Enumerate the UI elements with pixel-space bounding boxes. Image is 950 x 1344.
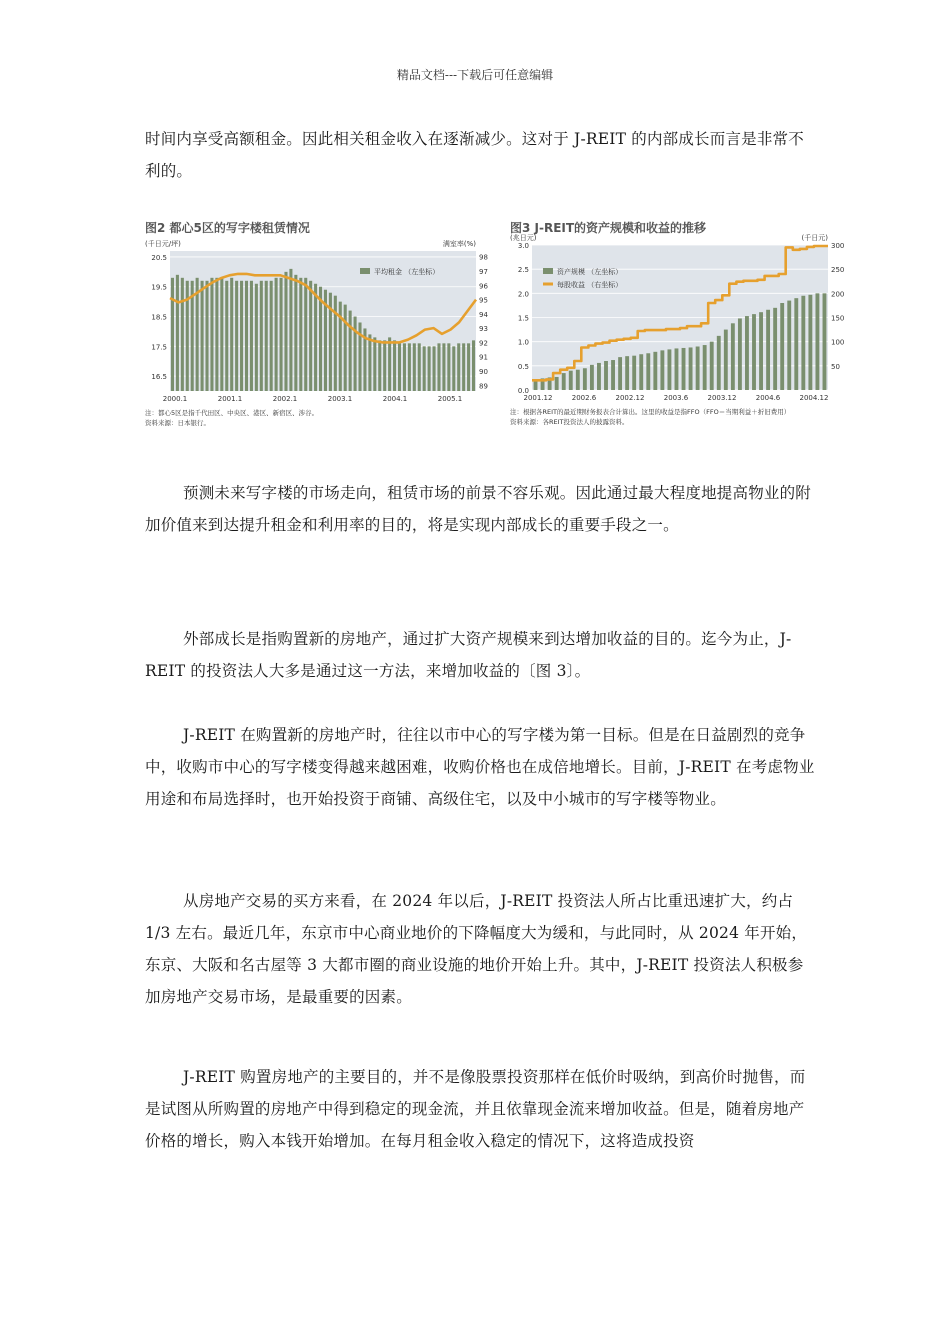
left-tick-label: 18.5	[151, 313, 167, 322]
bar	[597, 363, 601, 390]
x-tick-label: 2002.6	[571, 394, 597, 402]
right-tick-label: 91	[479, 353, 488, 362]
right-tick-label: 95	[479, 296, 488, 305]
bar	[452, 346, 455, 391]
bar	[583, 368, 587, 390]
chart-jreit-assets-svg	[510, 218, 862, 443]
right-tick-label: 300	[831, 242, 845, 250]
legend-label: 平均租金 （左坐标）	[374, 268, 440, 276]
legend-swatch	[360, 268, 370, 274]
bar	[245, 281, 248, 391]
paragraph-4: J-REIT 在购置新的房地产时，往往以市中心的写字楼为第一目标。但是在日益剧烈的竞争中，收购市中心的写字楼变得越来越困难，收购价格也在成倍地增长。目前，J-REIT 在考虑物业用途和布局选择时，也开始投资于商铺、高级住宅，以及中小城市的写字楼等物业。	[145, 726, 815, 808]
bar	[354, 317, 357, 391]
left-tick-label: 17.5	[151, 343, 167, 352]
bar	[275, 278, 278, 391]
bar	[745, 316, 749, 390]
x-tick-label: 2003.1	[327, 395, 353, 403]
left-tick-label: 1.5	[517, 314, 529, 323]
chart-source: 资料来源：日本银行。	[145, 419, 210, 427]
bar	[457, 343, 460, 391]
bar	[773, 308, 777, 390]
bar	[660, 350, 664, 390]
bar	[408, 343, 411, 391]
chart-note: 注：都心5区是指千代田区、中央区、港区、新宿区、涉谷。	[145, 409, 319, 417]
chart-title: 图3 J-REIT的资产规模和收益的推移	[510, 221, 707, 235]
bar	[413, 343, 416, 391]
bar	[808, 295, 812, 390]
bar	[250, 281, 253, 391]
bar	[201, 281, 204, 391]
bar	[289, 269, 292, 391]
bar	[815, 293, 819, 390]
left-axis-unit: (兆日元)	[510, 234, 537, 242]
bar	[787, 301, 791, 390]
bar	[759, 312, 763, 390]
x-tick-label: 2003.12	[707, 394, 737, 402]
right-tick-label: 92	[479, 339, 488, 348]
bar	[378, 340, 381, 391]
bar	[555, 377, 559, 390]
chart-title: 图2 都心5区的写字楼租赁情况	[145, 221, 310, 235]
bar	[442, 343, 445, 391]
bar	[176, 275, 179, 391]
bar	[309, 281, 312, 391]
bar	[433, 346, 436, 391]
bar	[344, 305, 347, 391]
bar	[388, 337, 391, 391]
bar	[230, 278, 233, 391]
left-tick-label: 0.0	[517, 387, 529, 395]
x-tick-label: 2001.1	[217, 395, 243, 403]
left-tick-label: 19.5	[151, 283, 167, 292]
bar	[225, 281, 228, 391]
x-tick-label: 2004.12	[799, 394, 829, 402]
bar	[205, 281, 208, 391]
bar	[428, 346, 431, 391]
bar	[752, 314, 756, 390]
bar	[240, 281, 243, 391]
paragraph-2: 预测未来写字楼的市场走向，租赁市场的前景不容乐观。因此通过最大程度地提高物业的附加价值来到达提升租金和利用率的目的，将是实现内部成长的重要手段之一。	[145, 484, 812, 534]
bar	[682, 348, 686, 390]
bar	[398, 343, 401, 391]
left-axis-unit: (千日元/坪)	[145, 240, 181, 248]
bar	[210, 278, 213, 391]
bar	[823, 293, 827, 390]
bar	[717, 336, 721, 390]
x-tick-label: 2004.1	[382, 395, 408, 403]
bar	[731, 323, 735, 390]
bar	[801, 296, 805, 390]
bar	[437, 343, 440, 391]
bar	[349, 311, 352, 391]
bar	[260, 281, 263, 391]
bar	[738, 318, 742, 390]
bar	[604, 361, 608, 390]
x-tick-label: 2002.1	[272, 395, 298, 403]
bar	[675, 348, 679, 390]
bar	[423, 346, 426, 391]
chart-source: 资料来源：各REIT投资法人的披露资料。	[510, 418, 629, 426]
bar	[280, 278, 283, 391]
bar	[368, 334, 371, 391]
bar	[562, 373, 566, 390]
bar	[304, 278, 307, 391]
x-tick-label: 2004.6	[755, 394, 781, 402]
right-tick-label: 250	[831, 266, 845, 275]
chart-note: 注：根据各REIT的最近期财务报表合计算出。这里的收益是指FFO（FFO＝当期利益＋折旧费用）	[510, 408, 791, 416]
bar	[696, 347, 700, 391]
legend-swatch-assets	[543, 268, 553, 274]
left-tick-label: 1.0	[517, 338, 529, 347]
bar	[383, 340, 386, 391]
bar	[611, 360, 615, 390]
right-tick-label: 150	[831, 314, 845, 323]
chart-office-rent	[145, 218, 490, 443]
bar	[171, 278, 174, 391]
bar	[618, 357, 622, 390]
bar	[447, 343, 450, 391]
right-tick-label: 96	[479, 282, 488, 291]
right-tick-label: 97	[479, 268, 488, 276]
bar	[689, 347, 693, 390]
bar	[794, 298, 798, 390]
bar	[569, 371, 573, 390]
bar	[294, 275, 297, 391]
right-tick-label: 94	[479, 310, 488, 319]
bar	[766, 310, 770, 390]
bar	[220, 278, 223, 391]
bar	[373, 337, 376, 391]
paragraph-5: 从房地产交易的买方来看，在 2024 年以后，J-REIT 投资法人所占比重迅速扩大，约占 1/3 左右。最近几年，东京市中心商业地价的下降幅度大为缓和，与此同时，从 2024 年开始，东京、大阪和名古屋等 3 大都市圈的商业设施的地价开始上升。其中，J-REIT 投资法人积极参加房地产交易市场，是最重要的因素。	[145, 892, 808, 1006]
left-tick-label: 3.0	[517, 242, 529, 250]
x-tick-label: 2000.1	[162, 395, 188, 403]
right-axis-unit: (千日元)	[801, 234, 828, 242]
x-tick-label: 2002.12	[615, 394, 645, 402]
bar	[724, 330, 728, 390]
bar	[590, 365, 594, 390]
bar	[653, 352, 657, 390]
right-tick-label: 89	[479, 382, 488, 391]
bar	[467, 343, 470, 391]
bar	[270, 281, 273, 391]
bar	[703, 345, 707, 390]
bar	[625, 356, 629, 390]
bar	[255, 284, 258, 391]
legend-label-earnings: 每股收益 （右坐标）	[557, 281, 623, 289]
right-tick-label: 98	[479, 253, 488, 262]
right-tick-label: 100	[831, 338, 845, 347]
bar	[284, 272, 287, 391]
paragraph-6: J-REIT 购置房地产的主要目的，并不是像股票投资那样在低价时吸纳，到高价时抛售，而是试图从所购置的房地产中得到稳定的现金流，并且依靠现金流来增加收益。但是，随着房地产价格的增长，购入本钱开始增加。在每月租金收入稳定的情况下，这将造成投资	[145, 1068, 806, 1150]
x-tick-label: 2001.12	[523, 394, 553, 402]
bar	[299, 278, 302, 391]
left-tick-label: 16.5	[151, 373, 167, 382]
bar	[393, 340, 396, 391]
bar	[667, 349, 671, 390]
x-tick-label: 2005.1	[437, 395, 463, 403]
bar	[710, 342, 714, 390]
right-axis-unit: 满室率(%)	[442, 240, 476, 248]
chart-office-rent-svg	[145, 218, 490, 443]
paragraph-3: 外部成长是指购置新的房地产，通过扩大资产规模来到达增加收益的目的。迄今为止，J-REIT 的投资法人大多是通过这一方法，来增加收益的〔图 3〕。	[145, 630, 792, 680]
bar	[314, 284, 317, 391]
bar	[181, 278, 184, 391]
bar	[576, 370, 580, 390]
bar	[632, 356, 636, 390]
bar	[639, 354, 643, 390]
bar	[418, 343, 421, 391]
bar	[403, 343, 406, 391]
bar	[235, 281, 238, 391]
bar	[334, 296, 337, 391]
bar	[462, 343, 465, 391]
page-header: 精品文档---下载后可任意编辑	[396, 68, 554, 82]
x-tick-label: 2003.6	[663, 394, 689, 402]
legend-label-assets: 资产规模 （左坐标）	[557, 268, 623, 276]
right-tick-label: 93	[479, 325, 488, 334]
bar	[215, 278, 218, 391]
bar	[646, 353, 650, 390]
bar	[265, 281, 268, 391]
chart-jreit-assets	[510, 218, 862, 443]
left-tick-label: 2.5	[517, 266, 529, 275]
right-tick-label: 50	[831, 362, 840, 371]
bar	[472, 340, 475, 391]
left-tick-label: 0.5	[517, 362, 529, 371]
right-tick-label: 200	[831, 290, 845, 299]
left-tick-label: 2.0	[517, 290, 529, 299]
paragraph-1: 时间内享受高额租金。因此相关租金收入在逐渐减少。这对于 J-REIT 的内部成长而言是非常不利的。	[145, 130, 804, 180]
left-tick-label: 20.5	[151, 253, 167, 262]
right-tick-label: 90	[479, 368, 488, 376]
bar	[780, 303, 784, 390]
